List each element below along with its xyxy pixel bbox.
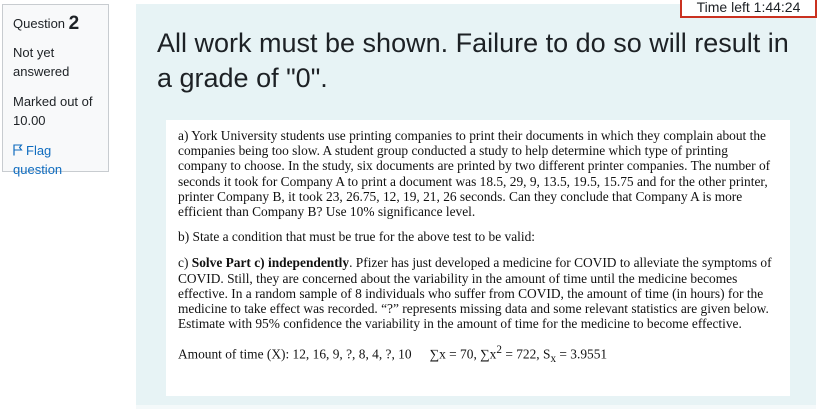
stat-sum-x: ∑x = 70, xyxy=(429,346,481,362)
stat-sx-value: = 3.9551 xyxy=(556,346,608,362)
part-b-text: b) State a condition that must be true for the above test to be valid: xyxy=(178,229,535,245)
data-values: Amount of time (X): 12, 16, 9, ?, 8, 4, ?, 10 xyxy=(178,346,412,362)
stat-sx-subscript: x xyxy=(550,353,557,366)
question-info-panel xyxy=(2,4,109,177)
stat-sx-base: S xyxy=(543,346,551,362)
stat-sum-x2-base: ∑x xyxy=(480,346,497,362)
marks-label: Marked out of xyxy=(13,94,93,109)
question-number: 2 xyxy=(68,13,80,34)
stat-sum-x2-value: = 722, xyxy=(501,346,543,362)
part-c-bold: Solve Part c) independently xyxy=(191,255,350,271)
part-c-text xyxy=(178,255,778,331)
question-state: Not yet answered xyxy=(13,45,70,79)
content-bottom-strip xyxy=(136,405,816,409)
flag-question-label: Flag question xyxy=(13,143,63,177)
question-label: Question xyxy=(13,16,66,31)
quiz-timer: Time left 1:44:24 xyxy=(680,0,817,18)
stat-sum-x2-exponent: 2 xyxy=(496,344,502,357)
flag-outline-icon xyxy=(13,142,23,154)
part-c-body: . Pfizer has just developed a medicine for COVID to alleviate the symptoms of COVID. Still, they are concerned about the variability in the amount of time until the medicine becomes effective. In a random sample of 8 individuals who suffer from COVID, the amount of time (in hours) for the medicine to take effect was recorded. “?” represents missing data and some relevant statistics are given below. Estimate with 95% confidence the variability in the amount of time for the medicine to become effective. xyxy=(178,255,772,332)
part-c-prefix: c) xyxy=(178,255,192,271)
marks-value: 10.00 xyxy=(13,113,46,128)
question-document-image xyxy=(166,120,790,396)
instruction-text: All work must be shown. Failure to do so will result in a grade of "0". xyxy=(157,28,789,93)
part-a-text: a) York University students use printing companies to print their documents in which they complain about the companies being too slow. A student group conducted a study to help determine which type of printing company to choose. In the study, six documents are printed by two different printer companies. The number of seconds it took for Company A to print a document was 18.5, 29, 9, 13.5, 19.5, 15.75 and for the other printer, printer Company B, it took 23, 26.75, 12, 19, 21, 26 seconds. Can they conclude that Company A is more efficient than Company B? Use 10% significance level. xyxy=(178,128,771,220)
data-line xyxy=(178,343,778,367)
question-marks xyxy=(13,92,103,130)
question-number-line xyxy=(13,15,108,33)
flag-question-link[interactable] xyxy=(13,141,98,179)
